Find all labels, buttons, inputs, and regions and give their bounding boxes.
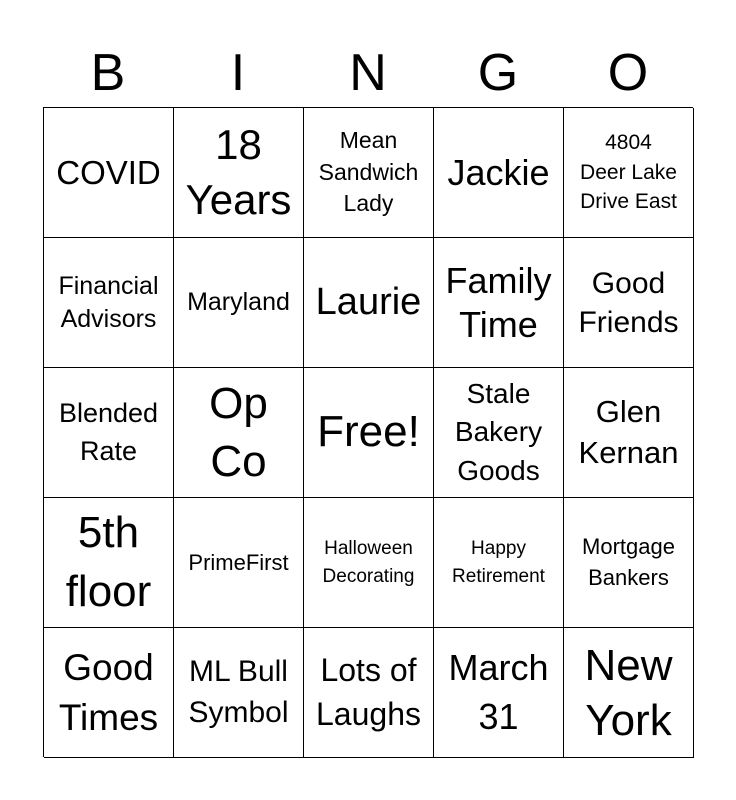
bingo-cell[interactable]: Mortgage Bankers: [564, 498, 694, 628]
bingo-cell[interactable]: PrimeFirst: [174, 498, 304, 628]
bingo-cell[interactable]: Lots of Laughs: [304, 628, 434, 758]
header-letter-g: G: [477, 44, 519, 102]
bingo-board: [43, 107, 693, 757]
bingo-cell[interactable]: Financial Advisors: [44, 238, 174, 368]
bingo-cell[interactable]: Stale Bakery Goods: [434, 368, 564, 498]
header-letter-n: N: [349, 44, 387, 102]
bingo-cell[interactable]: 5th floor: [44, 498, 174, 628]
header-letter-b: B: [90, 44, 126, 102]
bingo-header: [43, 40, 693, 106]
bingo-cell[interactable]: Free!: [304, 368, 434, 498]
bingo-cell[interactable]: Jackie: [434, 108, 564, 238]
bingo-cell[interactable]: 4804 Deer Lake Drive East: [564, 108, 694, 238]
bingo-cell[interactable]: Mean Sandwich Lady: [304, 108, 434, 238]
bingo-cell[interactable]: Good Friends: [564, 238, 694, 368]
bingo-cell[interactable]: Good Times: [44, 628, 174, 758]
bingo-cell[interactable]: Laurie: [304, 238, 434, 368]
bingo-cell[interactable]: 18 Years: [174, 108, 304, 238]
bingo-cell[interactable]: Happy Retirement: [434, 498, 564, 628]
header-letter-i: I: [230, 44, 246, 102]
bingo-cell[interactable]: March 31: [434, 628, 564, 758]
bingo-cell[interactable]: Blended Rate: [44, 368, 174, 498]
bingo-cell[interactable]: Halloween Decorating: [304, 498, 434, 628]
bingo-cell[interactable]: Op Co: [174, 368, 304, 498]
bingo-cell[interactable]: Family Time: [434, 238, 564, 368]
bingo-cell[interactable]: New York: [564, 628, 694, 758]
bingo-cell[interactable]: Maryland: [174, 238, 304, 368]
header-letter-o: O: [607, 44, 649, 102]
bingo-cell[interactable]: ML Bull Symbol: [174, 628, 304, 758]
bingo-cell[interactable]: COVID: [44, 108, 174, 238]
bingo-cell[interactable]: Glen Kernan: [564, 368, 694, 498]
